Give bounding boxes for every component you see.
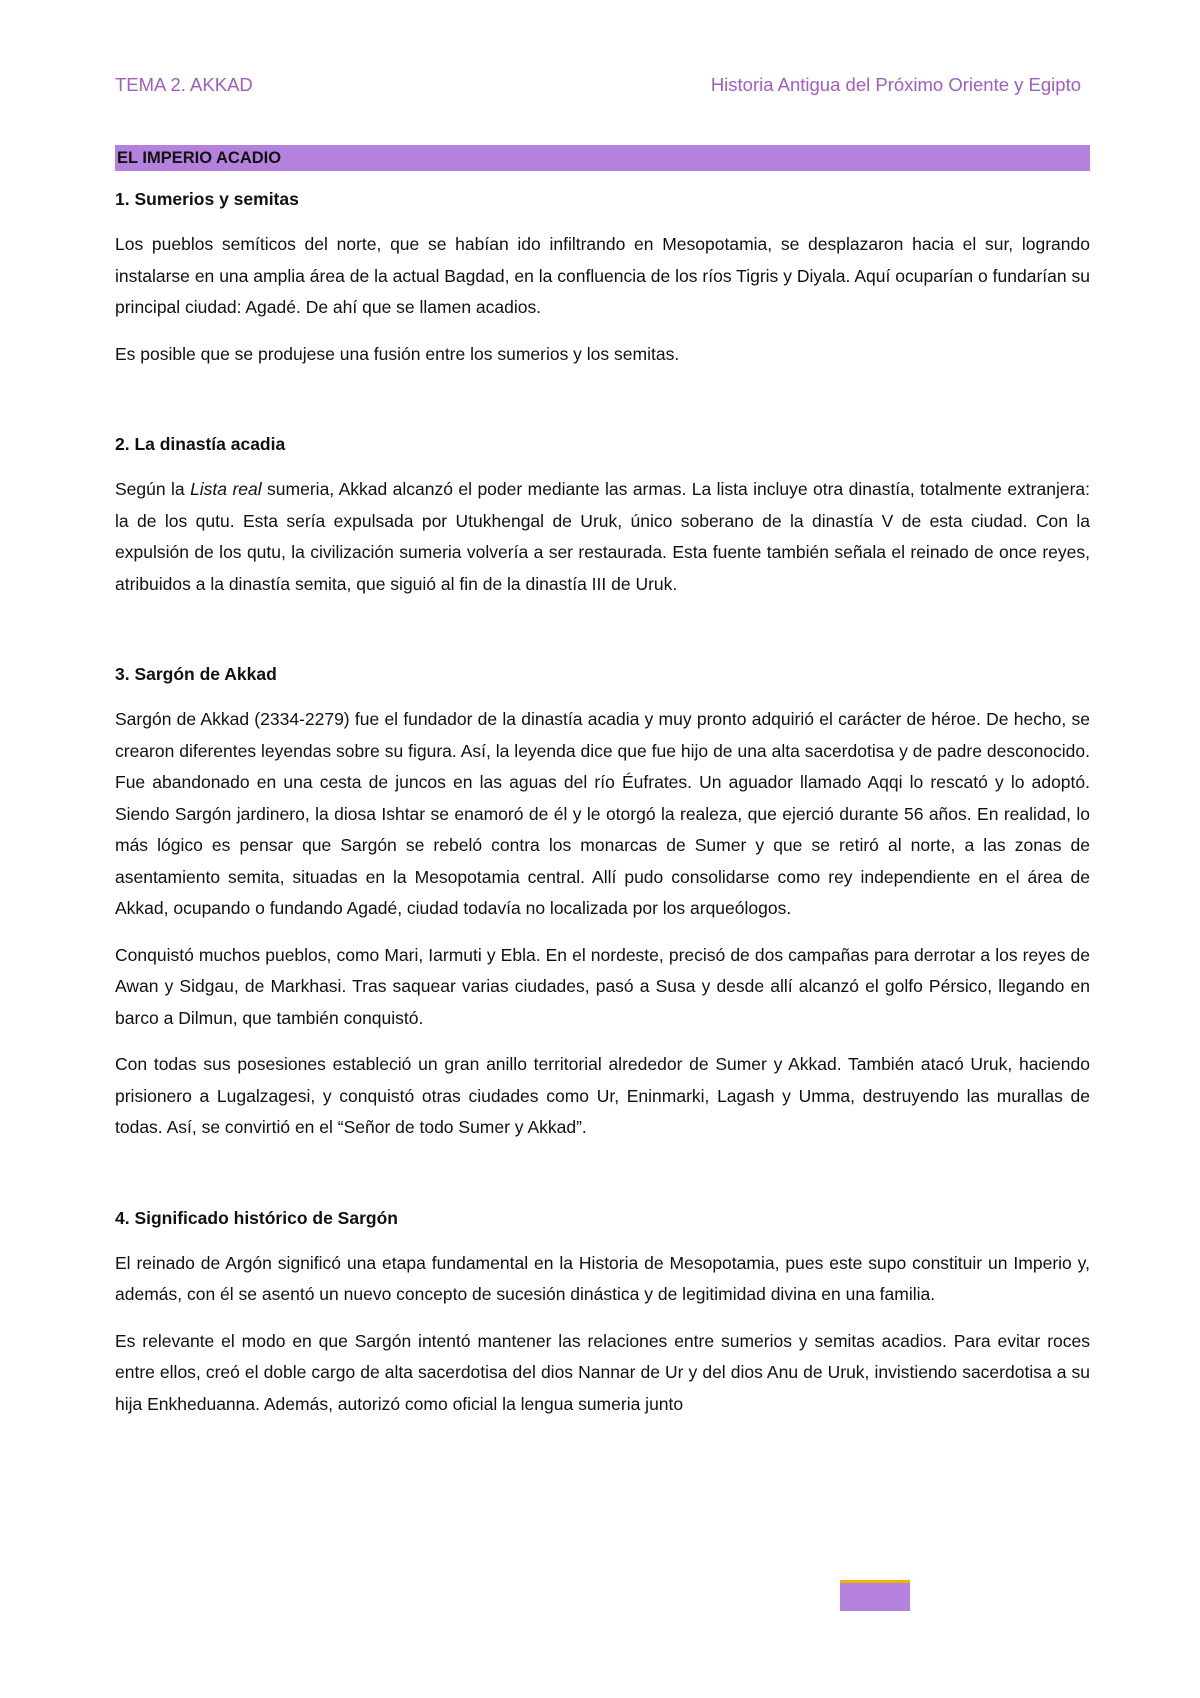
header-course: Historia Antigua del Próximo Oriente y Egipto — [710, 74, 1081, 95]
paragraph: El reinado de Argón significó una etapa fundamental en la Historia de Mesopotamia, pues este supo constituir un Imperio y, además, con él se asentó un nuevo concepto de sucesión dinástica y de legitimidad divina en una familia. — [115, 1252, 1090, 1304]
document-body — [115, 145, 1090, 1435]
chapter-banner: EL IMPERIO ACADIO — [115, 145, 1090, 171]
paragraph: Conquistó muchos pueblos, como Mari, Iarmuti y Ebla. En el nordeste, precisó de dos campañas para derrotar a los reyes de Awan y Sidgau, de Markhasi. Tras saquear varias ciudades, pasó a Susa y desde allí alcanzó el golfo Pérsico, llegando en barco a Dilmun, que también conquistó. — [115, 944, 1090, 1028]
paragraph: Con todas sus posesiones estableció un gran anillo territorial alrededor de Sumer y Akkad. También atacó Uruk, haciendo prisionero a Lugalzagesi, y conquistó otras ciudades como Ur, Eninmarki, Lagash y Umma, destruyendo las murallas de todas. Así, se convirtió en el “Señor de todo Sumer y Akkad”. — [115, 1054, 1090, 1137]
italic-title-lista-real: Lista real — [190, 479, 262, 499]
text-run: sumeria, Akkad alcanzó el poder mediante las armas. La lista incluye otra dinastía, totalmente extranjera: la de los qutu. Esta sería expulsada por Utukhengal de Uruk, único soberano de la dinastía V de esta ciudad. Con la expulsión de los qutu, la civilización sumeria volvería a ser restaurada. Esta fuente también señala el reinado de once reyes, atribuidos a la dinastía semita, que siguió al fin de la dinastía III de Uruk. — [115, 479, 1091, 594]
section-gap — [115, 385, 1090, 432]
section-heading-dinastia: 2. La dinastía acadia — [115, 434, 286, 454]
text-run: Según la — [115, 479, 191, 499]
section-heading-sargon: 3. Sargón de Akkad — [115, 664, 277, 684]
section-gap — [115, 615, 1090, 662]
paragraph-lista-real — [115, 474, 1090, 600]
section-gap — [115, 1159, 1090, 1206]
paragraph: Es posible que se produjese una fusión entre los sumerios y los semitas. — [115, 343, 680, 364]
page-header — [115, 74, 1081, 100]
section-heading-significado: 4. Significado histórico de Sargón — [115, 1207, 398, 1228]
paragraph: Los pueblos semíticos del norte, que se habían ido infiltrando en Mesopotamia, se desplazaron hacia el sur, logrando instalarse en una amplia área de la actual Bagdad, en la confluencia de los ríos Tigris y Diyala. Aquí ocuparían o fundarían su principal ciudad: Agadé. De ahí que se llamen acadios. — [115, 234, 1090, 317]
page-footer-tab — [840, 1580, 910, 1611]
header-topic: TEMA 2. AKKAD — [115, 74, 253, 95]
paragraph: Es relevante el modo en que Sargón intentó mantener las relaciones entre sumerios y semitas acadios. Para evitar roces entre ellos, creó el doble cargo de alta sacerdotisa del dios Nannar de Ur y del dios Anu de Uruk, invistiendo sacerdotisa a su hija Enkheduanna. Además, autorizó como oficial la lengua sumeria junto — [115, 1330, 1090, 1414]
paragraph: Sargón de Akkad (2334-2279) fue el fundador de la dinastía acadia y muy pronto adquirió el carácter de héroe. De hecho, se crearon diferentes leyendas sobre su figura. Así, la leyenda dice que fue hijo de una alta sacerdotisa y de padre desconocido. Fue abandonado en una cesta de juncos en las aguas del río Éufrates. Un aguador llamado Aqqi lo rescató y lo adoptó. Siendo Sargón jardinero, la diosa Ishtar se enamoró de él y le otorgó la realeza, que ejerció durante 56 años. En realidad, lo más lógico es pensar que Sargón se rebeló contra los monarcas de Sumer y que se retiró al norte, a las zonas de asentamiento semita, situadas en la Mesopotamia central. Allí pudo consolidarse como rey independiente en el área de Akkad, ocupando o fundando Agadé, ciudad todavía no localizada por los arqueólogos. — [115, 709, 1090, 918]
section-heading-sumerios: 1. Sumerios y semitas — [115, 189, 299, 209]
